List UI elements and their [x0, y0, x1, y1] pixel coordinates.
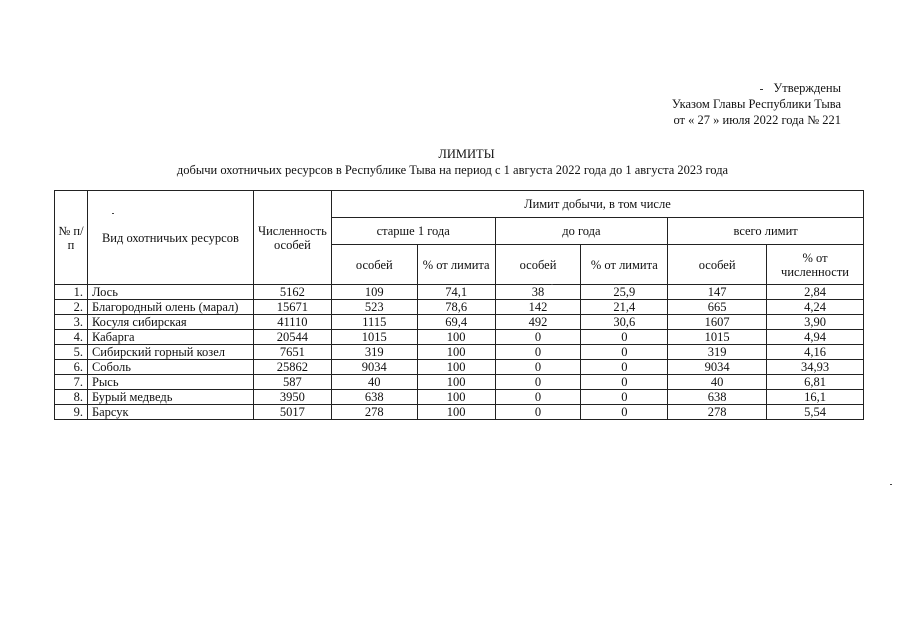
total-count-cell: 319	[668, 345, 767, 360]
species-name-cell: Косуля сибирская	[87, 315, 253, 330]
row-number-cell: 2.	[55, 300, 88, 315]
older-count-cell: 523	[331, 300, 417, 315]
older-percent-cell: 69,4	[417, 315, 495, 330]
table-row	[55, 360, 864, 375]
table-row	[55, 405, 864, 420]
species-name-cell: Сибирский горный козел	[87, 345, 253, 360]
total-count-cell: 1607	[668, 315, 767, 330]
header-limit-group: Лимит добычи, в том числе	[331, 191, 863, 218]
young-percent-cell: 25,9	[581, 285, 668, 300]
total-percent-cell: 4,94	[767, 330, 864, 345]
older-percent-cell: 100	[417, 345, 495, 360]
young-percent-cell: 0	[581, 330, 668, 345]
total-percent-cell: 2,84	[767, 285, 864, 300]
population-count-cell: 15671	[253, 300, 331, 315]
total-percent-cell: 34,93	[767, 360, 864, 375]
decree-date-line: от « 27 » июля 2022 года № 221	[673, 113, 841, 127]
older-percent-cell: 100	[417, 390, 495, 405]
young-percent-cell: 30,6	[581, 315, 668, 330]
population-count-cell: 587	[253, 375, 331, 390]
population-count-cell: 20544	[253, 330, 331, 345]
total-percent-cell: 5,54	[767, 405, 864, 420]
young-percent-cell: 0	[581, 390, 668, 405]
approval-line	[672, 80, 841, 96]
header-older-group: старше 1 года	[331, 218, 495, 245]
population-count-cell: 5017	[253, 405, 331, 420]
older-count-cell: 1115	[331, 315, 417, 330]
header-count: Численность особей	[253, 191, 331, 285]
young-count-cell: 0	[495, 390, 581, 405]
older-count-cell: 278	[331, 405, 417, 420]
table-row	[55, 345, 864, 360]
title-main: ЛИМИТЫ	[438, 147, 495, 161]
total-percent-cell: 16,1	[767, 390, 864, 405]
young-count-cell: 0	[495, 375, 581, 390]
scan-mark	[890, 484, 892, 485]
scan-mark	[112, 213, 114, 214]
older-count-cell: 319	[331, 345, 417, 360]
scan-mark	[760, 89, 763, 90]
young-percent-cell: 21,4	[581, 300, 668, 315]
species-name-cell: Благородный олень (марал)	[87, 300, 253, 315]
older-percent-cell: 100	[417, 360, 495, 375]
table-row	[55, 315, 864, 330]
header-total-group: всего лимит	[668, 218, 864, 245]
older-percent-cell: 100	[417, 375, 495, 390]
older-count-cell: 40	[331, 375, 417, 390]
header-young-group: до года	[495, 218, 668, 245]
header-total-pct: % от численности	[767, 245, 864, 285]
total-count-cell: 9034	[668, 360, 767, 375]
older-count-cell: 638	[331, 390, 417, 405]
older-count-cell: 1015	[331, 330, 417, 345]
young-count-cell: 492	[495, 315, 581, 330]
title-subtitle: добычи охотничьих ресурсов в Республике Тыва на период с 1 августа 2022 года до 1 августа 2023 года	[176, 163, 729, 177]
total-percent-cell: 3,90	[767, 315, 864, 330]
table-row	[55, 300, 864, 315]
species-name-cell: Лось	[87, 285, 253, 300]
total-count-cell: 40	[668, 375, 767, 390]
row-number-cell: 6.	[55, 360, 88, 375]
older-percent-cell: 100	[417, 405, 495, 420]
population-count-cell: 41110	[253, 315, 331, 330]
species-name-cell: Кабарга	[87, 330, 253, 345]
table-row	[55, 285, 864, 300]
species-name-cell: Барсук	[87, 405, 253, 420]
species-name-cell: Соболь	[87, 360, 253, 375]
header-kind: Вид охотничьих ресурсов	[87, 191, 253, 285]
population-count-cell: 5162	[253, 285, 331, 300]
species-name-cell: Бурый медведь	[87, 390, 253, 405]
older-count-cell: 109	[331, 285, 417, 300]
header-older-osob: особей	[331, 245, 417, 285]
row-number-cell: 4.	[55, 330, 88, 345]
total-percent-cell: 6,81	[767, 375, 864, 390]
young-percent-cell: 0	[581, 405, 668, 420]
young-count-cell: 38	[495, 285, 581, 300]
limits-table	[54, 190, 864, 420]
total-count-cell: 665	[668, 300, 767, 315]
young-percent-cell: 0	[581, 375, 668, 390]
young-count-cell: 0	[495, 360, 581, 375]
young-count-cell: 142	[495, 300, 581, 315]
population-count-cell: 3950	[253, 390, 331, 405]
young-count-cell: 0	[495, 405, 581, 420]
document-title	[0, 146, 905, 178]
species-name-cell: Рысь	[87, 375, 253, 390]
header-older-pct: % от лимита	[417, 245, 495, 285]
older-percent-cell: 100	[417, 330, 495, 345]
row-number-cell: 9.	[55, 405, 88, 420]
total-percent-cell: 4,16	[767, 345, 864, 360]
total-count-cell: 1015	[668, 330, 767, 345]
row-number-cell: 1.	[55, 285, 88, 300]
decree-line: Указом Главы Республики Тыва	[671, 97, 841, 111]
young-percent-cell: 0	[581, 360, 668, 375]
older-percent-cell: 78,6	[417, 300, 495, 315]
approval-block	[672, 80, 841, 128]
older-count-cell: 9034	[331, 360, 417, 375]
population-count-cell: 7651	[253, 345, 331, 360]
total-count-cell: 147	[668, 285, 767, 300]
header-num: № п/п	[55, 191, 88, 285]
total-count-cell: 278	[668, 405, 767, 420]
row-number-cell: 5.	[55, 345, 88, 360]
row-number-cell: 7.	[55, 375, 88, 390]
header-young-pct: % от лимита	[581, 245, 668, 285]
population-count-cell: 25862	[253, 360, 331, 375]
young-count-cell: 0	[495, 345, 581, 360]
total-count-cell: 638	[668, 390, 767, 405]
table-row	[55, 375, 864, 390]
young-percent-cell: 0	[581, 345, 668, 360]
table-body	[55, 285, 864, 420]
row-number-cell: 3.	[55, 315, 88, 330]
total-percent-cell: 4,24	[767, 300, 864, 315]
older-percent-cell: 74,1	[417, 285, 495, 300]
row-number-cell: 8.	[55, 390, 88, 405]
young-count-cell: 0	[495, 330, 581, 345]
approved-label: Утверждены	[773, 81, 841, 95]
header-young-osob: особей	[495, 245, 581, 285]
scan-mark	[551, 284, 553, 285]
table-row	[55, 390, 864, 405]
header-total-osob: особей	[668, 245, 767, 285]
table-row	[55, 330, 864, 345]
